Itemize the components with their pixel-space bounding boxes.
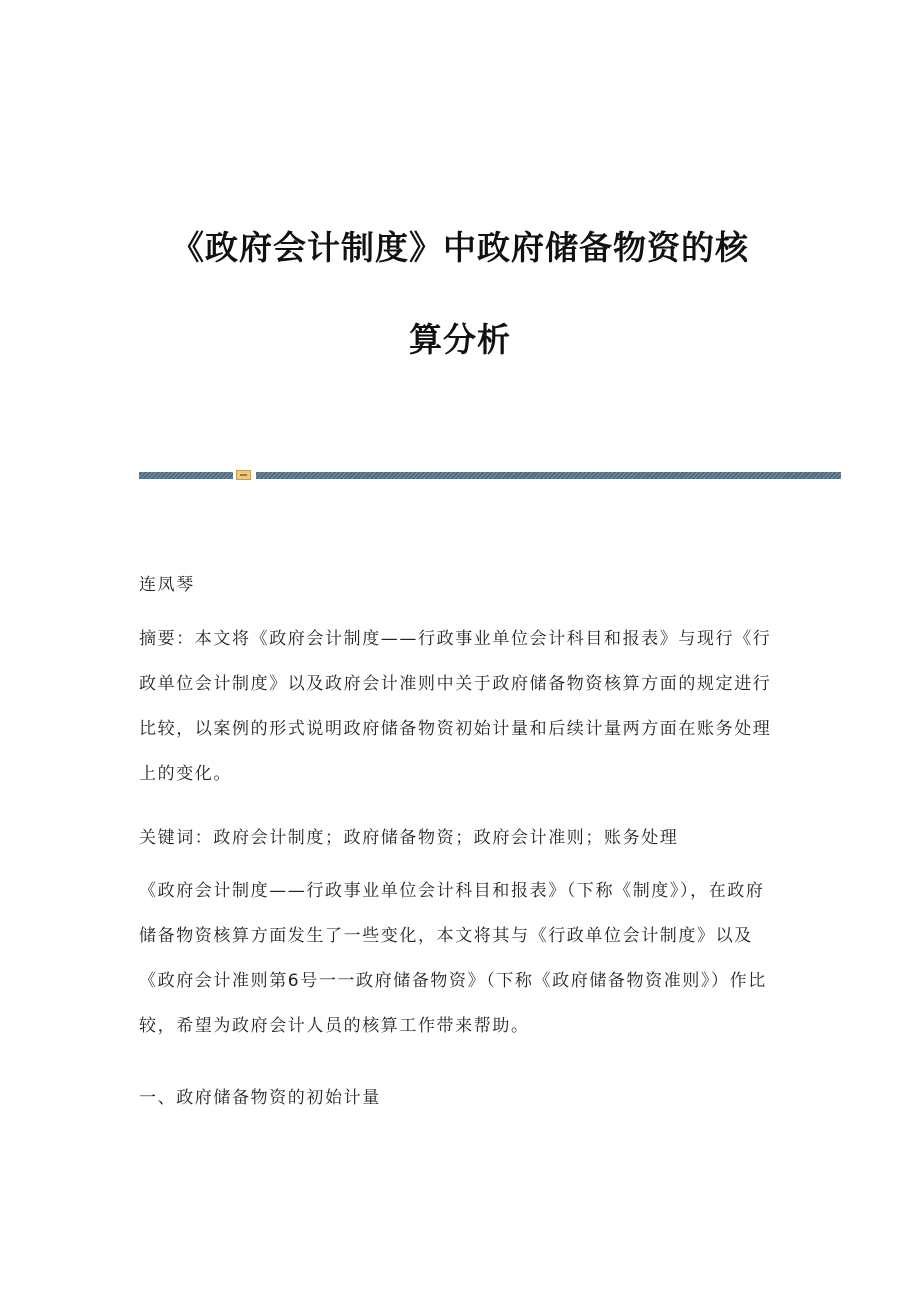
divider-ornament-icon	[236, 470, 251, 480]
document-title-line-2: 算分析	[409, 320, 511, 359]
title-divider	[139, 470, 841, 480]
divider-bar-left	[139, 472, 233, 479]
keywords-line: 关键词：政府会计制度；政府储备物资；政府会计准则；账务处理	[139, 828, 679, 848]
document-title-line-1: 《政府会计制度》中政府储备物资的核	[171, 228, 749, 267]
author-name: 连凤琴	[139, 575, 195, 595]
section-heading-1: 一、政府储备物资的初始计量	[139, 1088, 381, 1108]
abstract-paragraph: 摘要：本文将《政府会计制度——行政事业单位会计科目和报表》与现行《行政单位会计制度》以及政府会计准则中关于政府储备物资核算方面的规定进行比较，以案例的形式说明政府储备物资初始计量和后续计量两方面在账务处理上的变化。	[139, 629, 772, 784]
divider-bar-right	[256, 472, 841, 479]
intro-paragraph: 《政府会计制度——行政事业单位会计科目和报表》（下称《制度》），在政府储备物资核算方面发生了一些变化，本文将其与《行政单位会计制度》以及《政府会计准则第6号一一政府储备物资》（下称《政府储备物资准则》）作比较，希望为政府会计人员的核算工作带来帮助。	[139, 881, 767, 1036]
